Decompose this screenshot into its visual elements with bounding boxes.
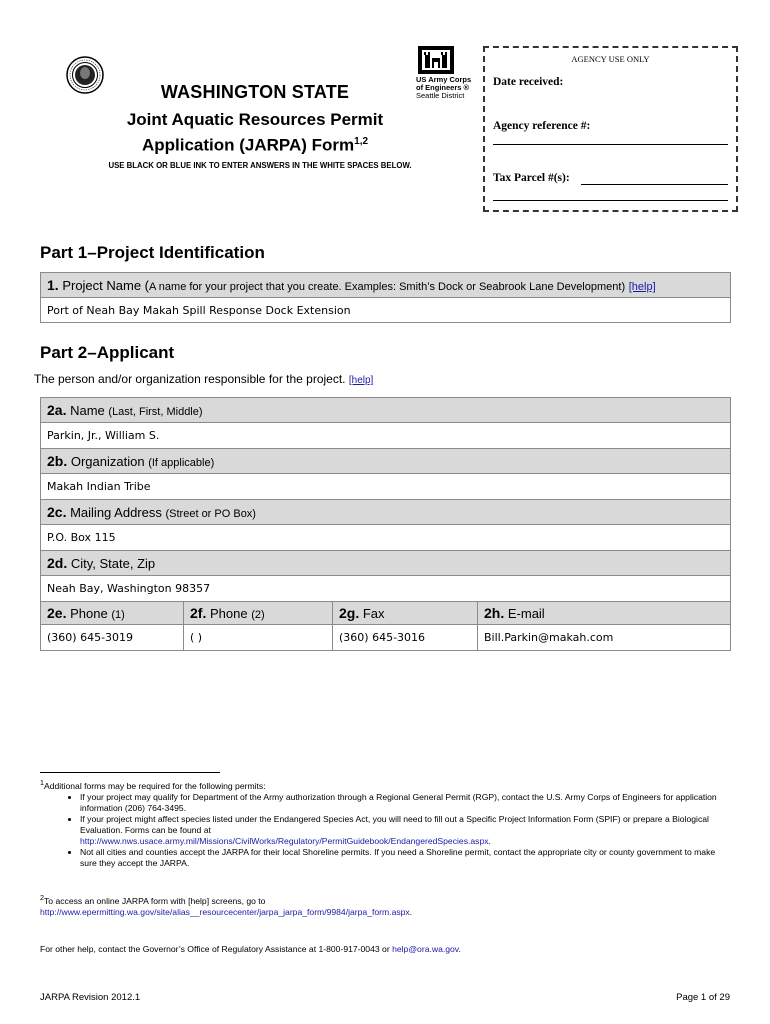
footnote-1-bullet-1: • If your project may qualify for Department of the Army authorization through a Regional General Permit (RGP), contact the U.S. Army Corps of Engineers for application information (206) 764-3495. xyxy=(80,792,730,814)
footnote-2: $^2$To access an online JARPA form with [help] screens, go to http://www.epermitting.wa.gov/site/alias__resourcecenter/jarpa_jarpa_form/9984/jarpa_form.aspx. xyxy=(40,894,413,917)
part2-help-link[interactable]: [help] xyxy=(348,375,374,386)
tax-parcel-line-2[interactable] xyxy=(493,200,728,201)
agency-reference-line[interactable] xyxy=(493,144,728,145)
mailing-address-label-cell: 2c. Mailing Address (Street or PO Box) xyxy=(41,500,731,525)
project-name-field[interactable]: Port of Neah Bay Makah Spill Response Dock Extension xyxy=(41,298,731,323)
name-label-cell: 2a. Name (Last, First, Middle) xyxy=(41,398,731,423)
footnote-1: $^1$Additional forms may be required for the following permits: • If your project may qualify for Department of the Army authorization through a Regional General Permit (RGP), contact the U.S. Army Corps of Engineers for application information (206) 764-3495. • If your project might affect species listed under the Endangered Species Act, you will need to fill out a Specific Project Information Form (SPIF) or prepare a Biological Evaluation. Forms can be found at http://www.nws.usace.army.mil/Missions/CivilWorks/Regulatory/PermitGuidebook/EndangeredSpecies.aspx. • Not all cities and counties accept the JARPA for their local Shoreline permits. If you need a Shoreline permit, contact the appropriate city or county government to make sure they accept the JARPA. xyxy=(40,778,730,869)
tax-parcel-label: Tax Parcel #(s): xyxy=(493,172,570,184)
footnote-divider xyxy=(40,772,220,773)
ora-email-link[interactable]: help@ora.wa.gov xyxy=(392,944,459,954)
fax-field[interactable]: (360) 645-3016 xyxy=(333,625,478,651)
city-state-zip-field[interactable]: Neah Bay, Washington 98357 xyxy=(41,576,731,602)
phone2-field[interactable]: ( ) xyxy=(184,625,333,651)
organization-label-cell: 2b. Organization (If applicable) xyxy=(41,449,731,474)
part1-table xyxy=(40,272,731,323)
jarpa-online-link[interactable]: http://www.epermitting.wa.gov/site/alias__resourcecenter/jarpa_jarpa_form/9984/jarpa_form.aspx xyxy=(40,906,410,917)
other-help-note: For other help, contact the Governor’s Office of Regulatory Assistance at 1-800-917-0043 or help@ora.wa.gov. xyxy=(40,944,461,954)
agency-use-box xyxy=(483,46,738,212)
fax-label-cell: 2g. Fax xyxy=(333,602,478,625)
usace-line-1: US Army Corps xyxy=(416,75,472,84)
revision-label: JARPA Revision 2012.1 xyxy=(40,992,141,1003)
ink-instruction: USE BLACK OR BLUE INK TO ENTER ANSWERS IN THE WHITE SPACES BELOW. xyxy=(108,161,412,170)
part2-description: The person and/or organization responsible for the project. [help] xyxy=(34,372,374,386)
q1-label: Project Name ( xyxy=(62,278,150,293)
email-field[interactable]: Bill.Parkin@makah.com xyxy=(478,625,731,651)
form-title-footnote-mark: 1,2 xyxy=(354,136,369,147)
part2-title: Part 2–Applicant xyxy=(40,343,175,362)
usace-castle-logo-icon xyxy=(418,46,454,74)
agency-reference-label: Agency reference #: xyxy=(493,120,591,132)
usace-line-2: of Engineers ® xyxy=(416,83,470,92)
part2-table xyxy=(40,397,731,651)
page-number: Page 1 of 29 xyxy=(676,992,730,1003)
name-field[interactable]: Parkin, Jr., William S. xyxy=(41,423,731,449)
q1-number: 1. xyxy=(47,277,59,293)
usace-line-3: Seattle District xyxy=(416,91,465,100)
organization-field[interactable]: Makah Indian Tribe xyxy=(41,474,731,500)
state-title: WASHINGTON STATE xyxy=(160,82,350,102)
form-title-line-1: Joint Aquatic Resources Permit xyxy=(126,110,384,129)
project-name-label-cell xyxy=(41,273,731,298)
q1-help-link[interactable]: [help] xyxy=(628,281,656,293)
email-label-cell: 2h. E-mail xyxy=(478,602,731,625)
agency-use-heading: AGENCY USE ONLY xyxy=(571,54,650,64)
phone1-label-cell: 2e. Phone (1) xyxy=(41,602,184,625)
part1-title: Part 1–Project Identification xyxy=(40,243,265,262)
form-title xyxy=(70,109,440,157)
tax-parcel-line-1[interactable] xyxy=(581,184,728,185)
form-title-line-2: Application (JARPA) Form$^{1,2}$ xyxy=(141,135,369,155)
footnote-1-bullet-2: • If your project might affect species listed under the Endangered Species Act, you will need to fill out a Specific Project Information Form (SPIF) or prepare a Biological Evaluation. Forms can be found at http://www.nws.usace.army.mil/Missions/CivilWorks/Regulatory/PermitGuidebook/EndangeredSpecies.aspx. xyxy=(80,814,730,847)
phone1-field[interactable]: (360) 645-3019 xyxy=(41,625,184,651)
city-state-zip-label-cell: 2d. City, State, Zip xyxy=(41,551,731,576)
footnote-1-bullet-3: • Not all cities and counties accept the JARPA for their local Shoreline permits. If you need a Shoreline permit, contact the appropriate city or county government to make sure they accept the JARPA. xyxy=(80,847,730,869)
q1-hint: A name for your project that you create. Examples: Smith’s Dock or Seabrook Lane Development) xyxy=(149,281,626,293)
esa-forms-link[interactable]: http://www.nws.usace.army.mil/Missions/CivilWorks/Regulatory/PermitGuidebook/EndangeredSpecies.aspx xyxy=(80,835,489,846)
mailing-address-field[interactable]: P.O. Box 115 xyxy=(41,525,731,551)
date-received-label: Date received: xyxy=(493,76,564,88)
phone2-label-cell: 2f. Phone (2) xyxy=(184,602,333,625)
form-title-block xyxy=(70,82,440,157)
